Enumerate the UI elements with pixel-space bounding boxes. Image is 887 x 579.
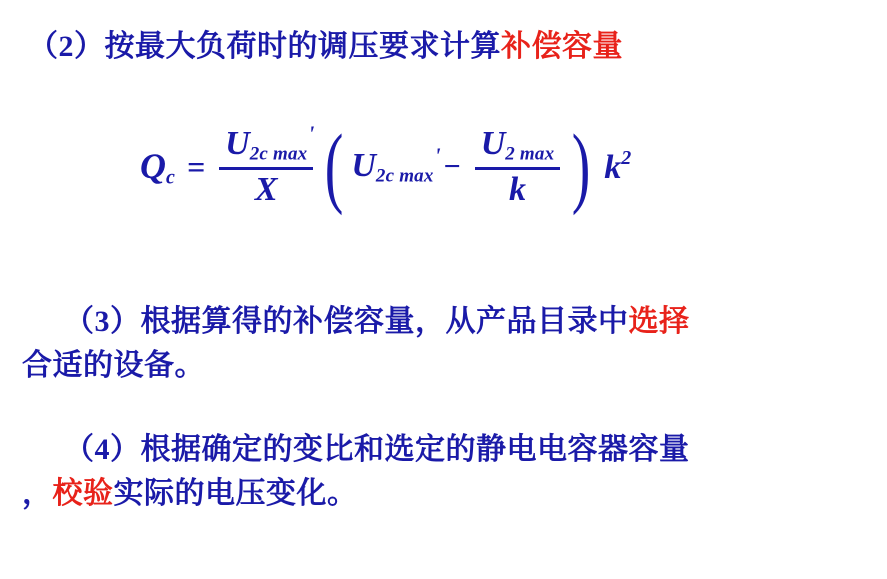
formula-k-exponent: 2 [621, 147, 632, 169]
item-2-text: （2）按最大负荷时的调压要求计算 [28, 30, 501, 63]
formula-k-denominator: k [508, 170, 526, 208]
item-4-line-2-prefix: ， [22, 477, 53, 510]
item-2-highlight: 补偿容量 [501, 30, 623, 63]
formula-u-sub: 2c max [249, 143, 308, 165]
formula-lhs-var: Q [140, 145, 166, 186]
formula-inner-denominator [503, 170, 532, 210]
formula-minus: − [443, 150, 461, 183]
formula-equals: = [186, 148, 206, 185]
formula-block [140, 112, 631, 222]
item-4-line-1: （4）根据确定的变比和选定的静电电容器容量 [64, 433, 690, 466]
item-3-line-2: 合适的设备。 [22, 349, 205, 382]
formula-paren-open: ( [325, 116, 344, 216]
formula-u-var: U [225, 125, 250, 163]
formula-term1-sub: 2c max [375, 165, 434, 187]
item-2-heading [28, 26, 623, 68]
item-3-paragraph [22, 300, 867, 388]
formula-main-fraction-denominator: X [254, 170, 278, 208]
formula-term1-var: U [351, 146, 376, 184]
formula-main-fraction [219, 121, 315, 210]
formula-inner-numerator [475, 124, 561, 167]
formula-u2max-var: U [480, 125, 506, 163]
formula-main-fraction-numerator [219, 121, 315, 167]
formula-inner-fraction [475, 124, 561, 210]
formula-lhs-sub: c [166, 166, 175, 189]
formula-u2max-sub: 2 max [505, 143, 555, 165]
item-3-line-1 [22, 300, 867, 344]
formula-u2max [481, 125, 555, 166]
formula-lhs [140, 145, 175, 190]
item-4-line-2-suffix: 实际的电压变化。 [113, 477, 358, 510]
formula-u2cmax-prime [225, 121, 315, 166]
formula-paren-close: ) [571, 116, 591, 216]
formula-term1-prime: ' [434, 142, 441, 168]
formula-u-prime: ' [308, 121, 315, 147]
item-3-text: （3）根据算得的补偿容量，从产品目录中 [64, 305, 629, 338]
formula-k-var: k [604, 149, 622, 186]
item-3-highlight: 选择 [628, 305, 690, 338]
formula-term1 [351, 142, 441, 188]
item-4-line-2 [22, 472, 877, 516]
formula-k-squared [604, 147, 631, 187]
item-4-highlight: 校验 [52, 477, 114, 510]
item-4-paragraph [22, 428, 877, 516]
